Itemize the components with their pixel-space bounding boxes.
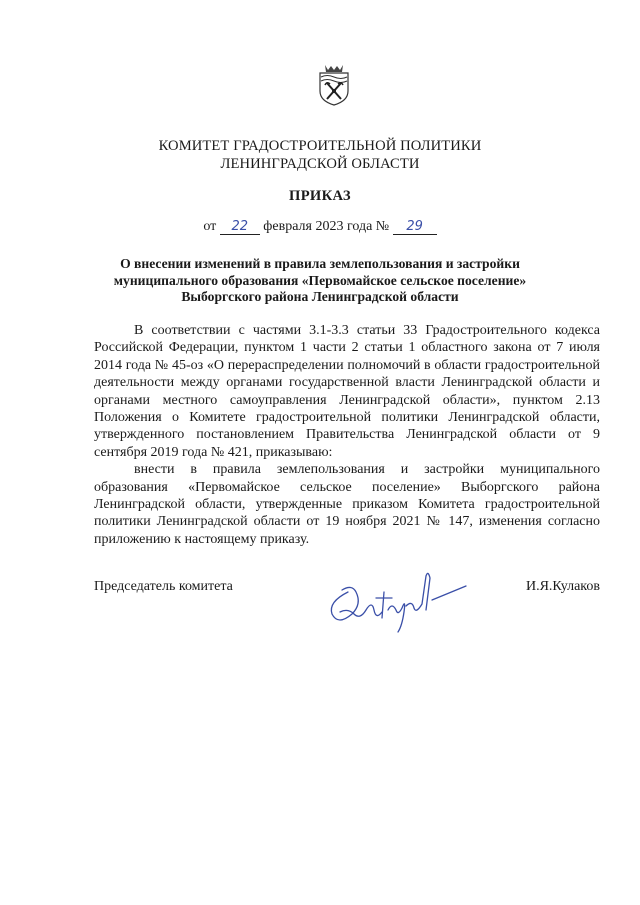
signatory-title: Председатель комитета bbox=[94, 579, 233, 594]
date-prefix: от bbox=[203, 219, 217, 234]
subject-line-3: Выборгского района Ленинградской области bbox=[181, 289, 459, 304]
org-line-2: ЛЕНИНГРАДСКОЙ ОБЛАСТИ bbox=[220, 156, 420, 172]
signatory-name: И.Я.Кулаков bbox=[525, 579, 600, 594]
subject-line-2: муниципального образования «Первомайское сельское поселение» bbox=[113, 272, 527, 288]
document-number: 29 bbox=[393, 219, 437, 235]
date-day: 22 bbox=[220, 219, 260, 235]
document-type: ПРИКАЗ bbox=[289, 188, 351, 204]
date-month-year: февраля 2023 года № bbox=[263, 219, 390, 234]
date-line bbox=[0, 219, 640, 235]
body-paragraph-1: В соответствии с частями 3.1-3.3 статьи 33 Градостроительного кодекса Российской Федерации, пунктом 1 части 2 статьи 1 областного закона от 7 июля 2014 года № 45-оз «О перераспределении полномочий в области градостроительной деятельности между органами государственной власти Ленинградской области и органами местного самоуправления Ленинградской области», пунктом 2.13 Положения о Комитете градостроительной политики Ленинградской области, утвержденного постановлением Правительства Ленинградской области от 9 сентября 2019 года № 421, приказываю: bbox=[94, 323, 600, 460]
subject-line-1: О внесении изменений в правила землепользования и застройки bbox=[120, 256, 520, 271]
org-line-1: КОМИТЕТ ГРАДОСТРОИТЕЛЬНОЙ ПОЛИТИКИ bbox=[158, 138, 482, 154]
handwritten-signature bbox=[318, 562, 470, 634]
body-paragraph-2: внести в правила землепользования и застройки муниципального образования «Первомайское сельское поселение» Выборгского района Ленинградской области, утвержденные приказом Комитета градостроительной политики Ленинградской области от 19 ноября 2021 № 147, изменения согласно приложению к настоящему приказу. bbox=[94, 462, 600, 547]
organization-name bbox=[0, 137, 640, 173]
document-body bbox=[94, 322, 600, 548]
coat-of-arms-icon bbox=[317, 63, 351, 107]
document-subject bbox=[0, 256, 640, 306]
